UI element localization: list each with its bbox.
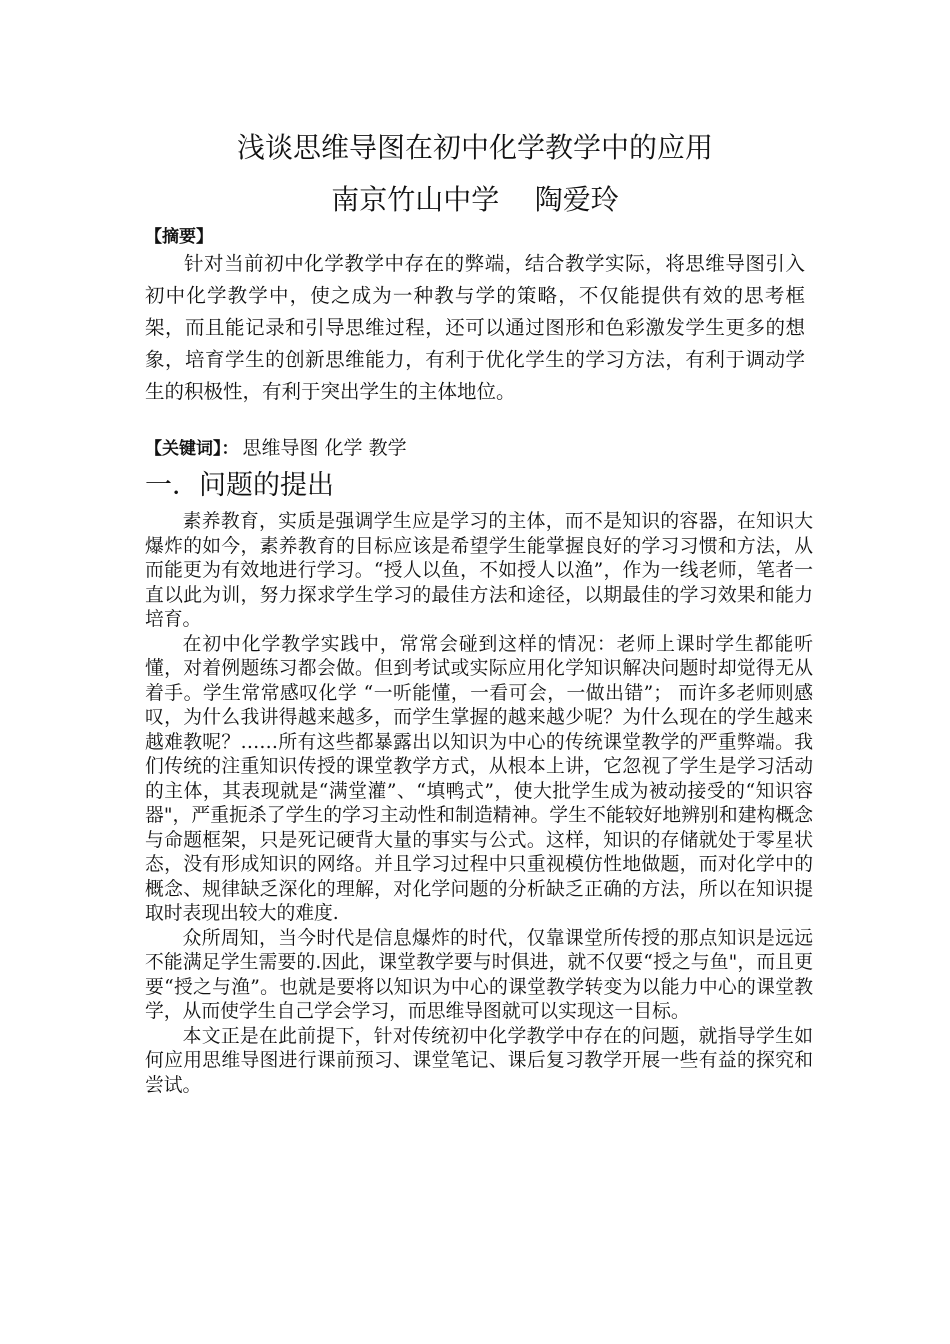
document-title: 浅谈思维导图在初中化学教学中的应用 xyxy=(236,131,713,164)
abstract-text: 针对当前初中化学教学中存在的弊端，结合教学实际，将思维导图引入初中化学教学中，使之成为一种教与学的策略，不仅能提供有效的思考框架，而且能记录和引导思维过程，还可以通过图形和色彩激发学生更多的想象，培育学生的创新思维能力，有利于优化学生的学习方法，有利于调动学生的积极性，有利于突出学生的主体地位。 xyxy=(145,252,805,403)
author-line: 南京竹山中学 陶爱玲 xyxy=(331,183,619,216)
paragraph: 本文正是在此前提下，针对传统初中化学教学中存在的问题，就指导学生如何应用思维导图进行课前预习、课堂笔记、课后复习教学开展一些有益的探究和尝试。 xyxy=(145,1025,813,1096)
body-text xyxy=(145,510,813,1098)
section-heading: 一．问题的提出 xyxy=(145,470,334,501)
abstract-label: 【摘要】 xyxy=(145,227,213,247)
keywords-values: 思维导图 化学 教学 xyxy=(242,437,407,459)
keywords-line xyxy=(145,434,407,463)
paragraph: 众所周知，当今时代是信息爆炸的时代，仅靠课堂所传授的那点知识是远远不能满足学生需要的.因此，课堂教学要与时俱进，就不仅要“授之与鱼"，而且更要“授之与渔”。也就是要将以知识为中心的课堂教学转变为以能力中心的课堂教学，从而使学生自己学会学习，而思维导图就可以实现这一目标。 xyxy=(145,927,813,1022)
paragraph: 素养教育，实质是强调学生应是学习的主体，而不是知识的容器，在知识大爆炸的如今，素养教育的目标应该是希望学生能掌握良好的学习习惯和方法，从而能更为有效地进行学习。“授人以鱼，不如授人以渔”，作为一线老师，笔者一直以此为训，努力探求学生学习的最佳方法和途径，以期最佳的学习效果和能力培育。 xyxy=(145,511,813,630)
paragraph: 在初中化学教学实践中，常常会碰到这样的情况：老师上课时学生都能听懂，对着例题练习都会做。但到考试或实际应用化学知识解决问题时却觉得无从着手。学生常常感叹化学 “一听能懂，一看可会，一做出错”； 而许多老师则感叹，为什么我讲得越来越多，而学生掌握的越来越少呢？为什么现在的学生越来越难教呢？……所有这些都暴露出以知识为中心的传统课堂教学的严重弊端。我们传统的注重知识传授的课堂教学方式，从根本上讲，它忽视了学生是学习活动的主体，其表现就是“满堂灌”、“填鸭式”，使大批学生成为被动接受的“知识容器"，严重扼杀了学生的学习主动性和制造精神。学生不能较好地辨别和建构概念与命题框架，只是死记硬背大量的事实与公式。这样，知识的存储就处于零星状态，没有形成知识的网络。并且学习过程中只重视模仿性地做题，而对化学中的概念、规律缺乏深化的理解，对化学问题的分析缺乏正确的方法，所以在知识提取时表现出较大的难度. xyxy=(145,633,813,924)
keywords-label: 【关键词】： xyxy=(145,439,239,459)
